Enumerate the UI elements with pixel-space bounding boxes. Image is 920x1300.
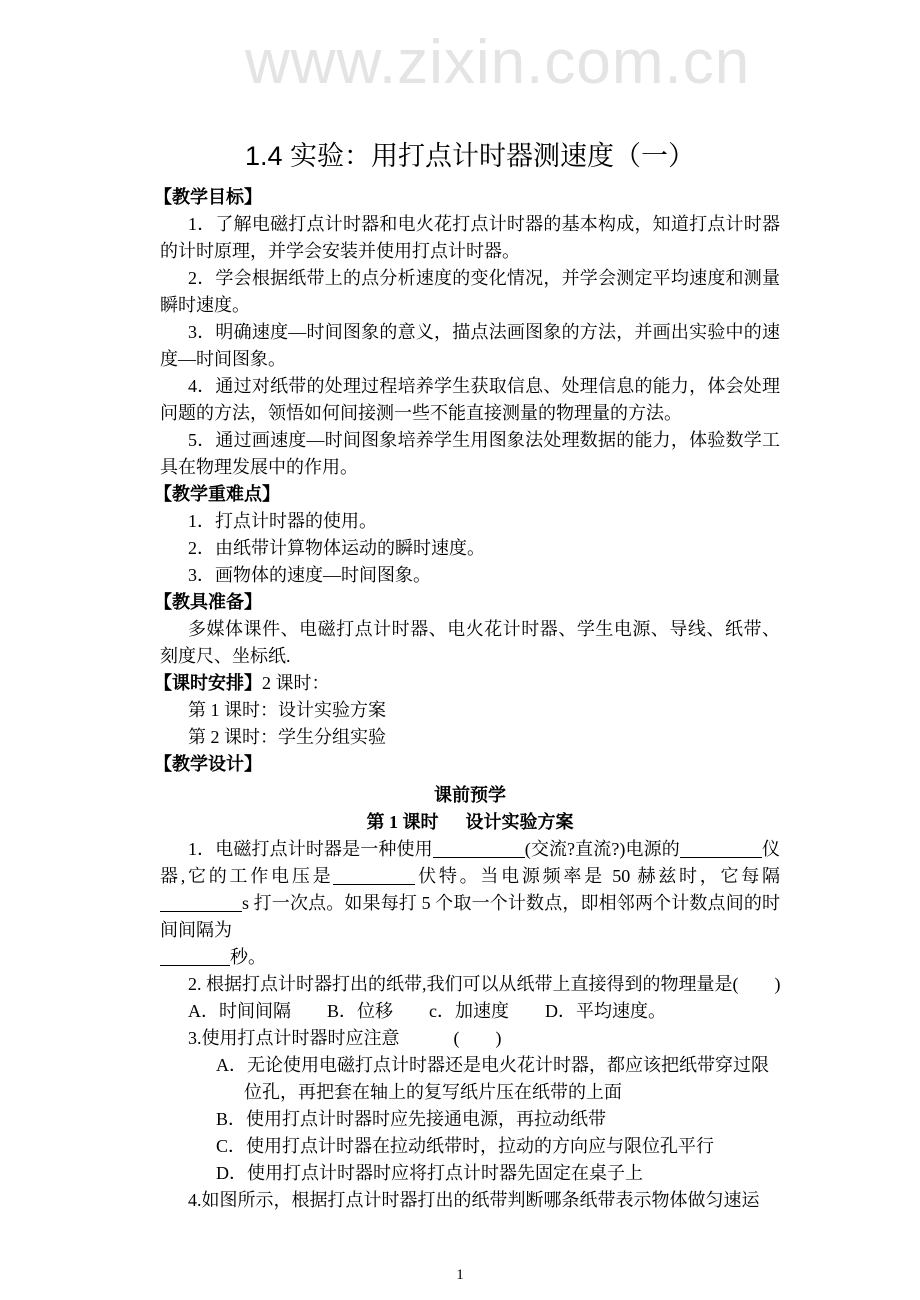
goal-item: 5．通过画速度—时间图象培养学生用图象法处理数据的能力，体验数学工具在物理发展中的作用。: [160, 430, 780, 477]
lesson-subheading: 第 1 课时 设计实验方案: [366, 812, 574, 832]
answer-blank[interactable]: [680, 839, 762, 858]
question-2: 2. 根据打点计时器打出的纸带,我们可以从纸带上直接得到的物理量是( ): [188, 974, 781, 994]
q1-text: 仪器,它的工作电压是: [160, 839, 781, 886]
goal-item: 4．通过对纸带的处理过程培养学生获取信息、处理信息的能力，体会处理问题的方法，领悟如何间接测一些不能直接测量的物理量的方法。: [160, 376, 780, 423]
answer-blank[interactable]: [333, 866, 415, 885]
goal-item: 1．了解电磁打点计时器和电火花打点计时器的基本构成，知道打点计时器的计时原理，并学会安装并使用打点计时器。: [160, 214, 780, 261]
q1-text: 伏特。当电源频率是 50 赫兹时，它每隔: [415, 866, 781, 886]
design-heading: 【教学设计】: [154, 754, 262, 774]
document-page: [154, 136, 781, 1214]
question-3-option: C．使用打点计时器在拉动纸带时，拉动的方向应与限位孔平行: [216, 1136, 715, 1156]
q1-text: s 打一次点。如果每打 5 个取一个计数点，即相邻两个计数点间的时间间隔为: [160, 893, 780, 940]
schedule-item: 第 2 课时：学生分组实验: [188, 727, 386, 747]
page-title: 1.4 实验：用打点计时器测速度（一）: [244, 141, 696, 171]
question-2-options: A．时间间隔 B．位移 c．加速度 D．平均速度。: [188, 1001, 666, 1021]
question-3-option: D．使用打点计时器时应将打点计时器先固定在桌子上: [216, 1163, 643, 1183]
answer-blank[interactable]: [433, 839, 525, 858]
equipment-heading: 【教具准备】: [154, 592, 262, 612]
schedule-value: 2 课时：: [262, 673, 330, 693]
q1-text: (交流?直流?)电源的: [524, 839, 680, 859]
question-4: 4.如图所示，根据打点计时器打出的纸带判断哪条纸带表示物体做匀速运: [188, 1190, 760, 1210]
preview-subheading: 课前预学: [434, 785, 506, 805]
question-3: 3.使用打点计时器时应注意 ( ): [188, 1028, 502, 1048]
equipment-text: 多媒体课件、电磁打点计时器、电火花计时器、学生电源、导线、纸带、刻度尺、坐标纸.: [160, 619, 780, 666]
keypoint-item: 3．画物体的速度—时间图象。: [188, 565, 431, 585]
question-3-option: A．无论使用电磁打点计时器还是电火花计时器，都应该把纸带穿过限位孔，再把套在轴上的复写纸片压在纸带的上面: [216, 1055, 769, 1102]
schedule-heading: 【课时安排】: [154, 673, 262, 693]
answer-blank[interactable]: [160, 893, 242, 912]
keypoint-item: 2．由纸带计算物体运动的瞬时速度。: [188, 538, 485, 558]
question-1: [160, 836, 780, 971]
goal-item: 2．学会根据纸带上的点分析速度的变化情况，并学会测定平均速度和测量瞬时速度。: [160, 268, 780, 315]
q1-text: 1．电磁打点计时器是一种使用: [188, 839, 433, 859]
page-number: 1: [456, 1267, 464, 1283]
answer-blank[interactable]: [160, 947, 230, 966]
goal-item: 3．明确速度—时间图象的意义，描点法画图象的方法，并画出实验中的速度—时间图象。: [160, 322, 780, 369]
watermark: www.zixin.com.cn: [245, 28, 751, 97]
schedule-item: 第 1 课时：设计实验方案: [188, 700, 386, 720]
schedule-line: [154, 670, 780, 697]
goals-heading: 【教学目标】: [154, 187, 262, 207]
keypoints-heading: 【教学重难点】: [154, 484, 280, 504]
question-3-option: B．使用打点计时器时应先接通电源，再拉动纸带: [216, 1109, 607, 1129]
q1-text: 秒。: [230, 947, 266, 967]
keypoint-item: 1．打点计时器的使用。: [188, 511, 377, 531]
